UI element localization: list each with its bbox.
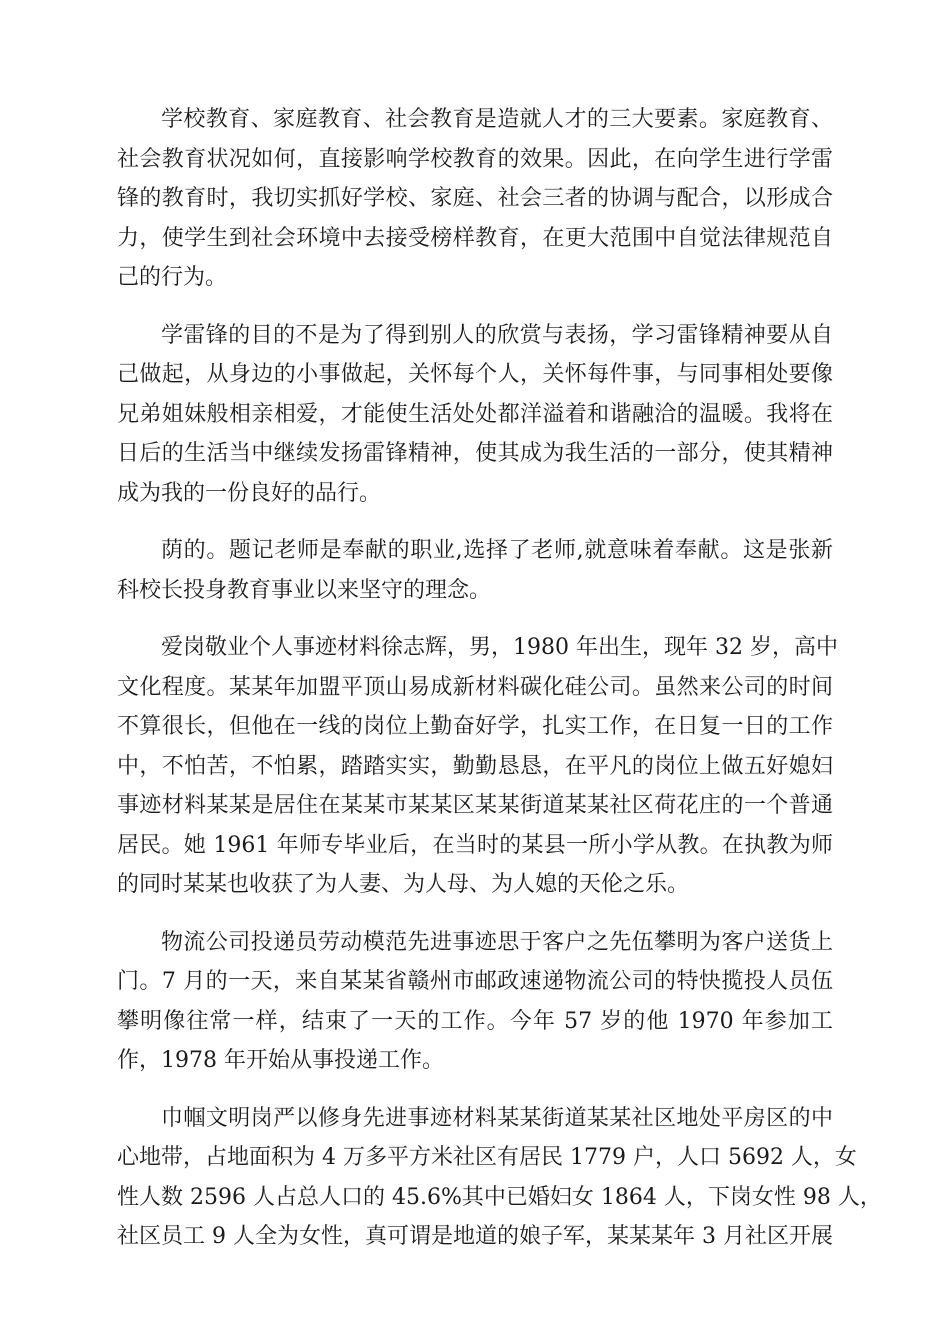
text-line: 居民。她 1961 年师专毕业后，在当时的某县一所小学从教。在执教为师 (117, 832, 833, 858)
document-page (117, 100, 882, 1257)
text-line: 事迹材料某某是居住在某某市某某区某某街道某某社区荷花庄的一个普通 (117, 793, 833, 818)
text-line: 学雷锋的目的不是为了得到别人的欣赏与表扬，学习雷锋精神要从自 (161, 322, 833, 348)
text-line: 爱岗敬业个人事迹材料徐志辉，男，1980 年出生，现年 32 岁，高中 (161, 635, 838, 660)
text-line: 锋的教育时，我切实抓好学校、家庭、社会三者的协调与配合，以形成合 (117, 186, 833, 211)
text-line: 己的行为。 (117, 265, 228, 290)
text-line: 社区员工 9 人全为女性，真可谓是地道的娘子军，某某某年 3 月社区开展 (117, 1224, 833, 1249)
text-line: 社会教育状况如何，直接影响学校教育的效果。因此，在向学生进行学雷 (117, 146, 833, 172)
paragraph-5 (117, 923, 833, 1081)
text-line: 心地带，占地面积为 4 万多平方米社区有居民 1779 户，人口 5692 人，女 (117, 1145, 857, 1170)
text-line: 己做起，从身边的小事做起，关怀每个人，关怀每件事，与同事相处要像 (117, 362, 833, 387)
paragraph-6 (117, 1099, 882, 1257)
paragraph-3 (117, 531, 833, 610)
text-line: 文化程度。某某年加盟平顶山易成新材料碳化硅公司。虽然来公司的时间 (117, 674, 833, 700)
text-line: 力，使学生到社会环境中去接受榜样教育，在更大范围中自觉法律规范自 (117, 225, 833, 251)
text-line: 攀明像往常一样，结束了一天的工作。今年 57 岁的他 1970 年参加工 (117, 1008, 833, 1034)
text-line: 性人数 2596 人占总人口的 45.6%其中已婚妇女 1864 人，下岗女性 98 人， (117, 1184, 882, 1210)
text-line: 成为我的一份良好的品行。 (117, 480, 382, 506)
text-line: 中，不怕苦，不怕累，踏踏实实，勤勤恳恳，在平凡的岗位上做五好媳妇 (117, 753, 833, 779)
text-line: 不算很长，但他在一线的岗位上勤奋好学，扎实工作，在日复一日的工作 (117, 714, 833, 739)
text-line: 兄弟姐妹般相亲相爱，才能使生活处处都洋溢着和谐融洽的温暖。我将在 (117, 401, 833, 427)
text-line: 巾帼文明岗严以修身先进事迹材料某某街道某某社区地处平房区的中 (161, 1105, 833, 1131)
paragraph-2 (117, 316, 833, 514)
text-line: 门。7 月的一天，来自某某省赣州市邮政速递物流公司的特快揽投人员伍 (117, 969, 833, 994)
text-line: 科校长投身教育事业以来坚守的理念。 (117, 577, 492, 603)
paragraph-4 (117, 628, 838, 905)
text-line: 物流公司投递员劳动模范先进事迹思于客户之先伍攀明为客户送货上 (161, 929, 833, 955)
text-line: 学校教育、家庭教育、社会教育是造就人才的三大要素。家庭教育、 (161, 107, 833, 132)
text-line: 的同时某某也收获了为人妻、为人母、为人媳的天伦之乐。 (117, 872, 690, 897)
text-line: 作，1978 年开始从事投递工作。 (117, 1048, 444, 1073)
text-line: 日后的生活当中继续发扬雷锋精神，使其成为我生活的一部分，使其精神 (117, 441, 833, 466)
text-line: 荫的。题记老师是奉献的职业,选择了老师,就意味着奉献。这是张新 (161, 538, 833, 563)
paragraph-1 (117, 100, 833, 298)
